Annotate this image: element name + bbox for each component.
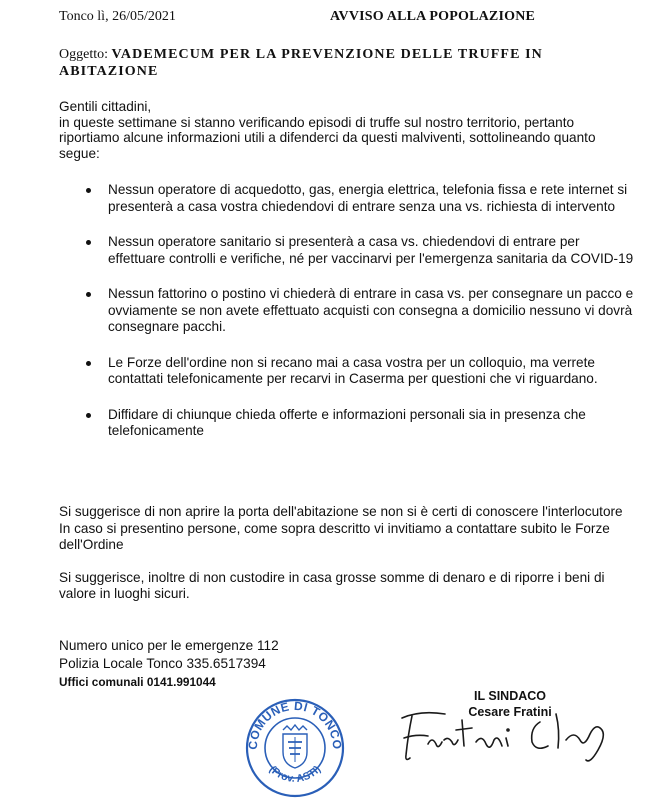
bullet-item: Nessun operatore di acquedotto, gas, energia elettrica, telefonia fissa e rete internet si presenterà a casa vostra chiedendovi di entrare senza una vs. richiesta di intervento — [86, 182, 634, 215]
subject-line — [59, 46, 589, 80]
offices-number: Uffici comunali 0141.991044 — [59, 675, 216, 689]
contacts — [59, 637, 279, 691]
greeting: Gentili cittadini, — [59, 99, 152, 114]
mayor-title: IL SINDACO — [474, 689, 546, 703]
stamp-bottom-text: (Prov. ASTI) — [266, 763, 324, 785]
police-number: Polizia Locale Tonco 335.6517394 — [59, 656, 266, 671]
place-date: Tonco lì, 26/05/2021 — [59, 9, 176, 24]
advice-paragraphs — [59, 504, 639, 619]
signature — [390, 700, 620, 770]
bullet-item: Nessun operatore sanitario si presenterà a casa vs. chiedendovi di entrare per effettuare controlli e verifiche, né per vaccinarvi per l'emergenza sanitaria da COVID-19 — [86, 234, 634, 267]
bullet-dot-icon — [86, 413, 91, 418]
intro-body: in queste settimane si stanno verificando episodi di truffe sul nostro territorio, pertanto riportiamo alcune informazioni utili a difenderci da questi malviventi, sottolineando quanto segue: — [59, 114, 596, 161]
bullet-dot-icon — [86, 292, 91, 297]
svg-text:(Prov. ASTI) — [267, 764, 324, 785]
coat-of-arms-icon — [283, 725, 307, 768]
paragraph: Si suggerisce di non aprire la porta dell'abitazione se non si è certi di conoscere l'interlocutore — [59, 504, 623, 519]
notice-title: AVVISO ALLA POPOLAZIONE — [330, 9, 536, 24]
bullet-item: Le Forze dell'ordine non si recano mai a casa vostra per un colloquio, ma verrete contattati telefonicamente per recarvi in Caserma per questioni che vi riguardano. — [86, 355, 634, 388]
bullet-item: Diffidare di chiunque chieda offerte e informazioni personali sia in presenza che telefonicamente — [86, 407, 634, 440]
mayor-name: Cesare Fratini — [468, 705, 552, 719]
municipal-stamp — [240, 690, 350, 800]
subject-text: VADEMECUM PER LA PREVENZIONE DELLE TRUFFE IN ABITAZIONE — [59, 47, 543, 79]
bullet-list — [86, 182, 634, 459]
bullet-item: Nessun fattorino o postino vi chiederà di entrare in casa vs. per consegnare un pacco e ovviamente se non avete effettuato acquisti con consegna a domicilio nessuno vi dovrà consegnare pacchi. — [86, 286, 634, 336]
emergency-number: Numero unico per le emergenze 112 — [59, 638, 279, 653]
bullet-dot-icon — [86, 361, 91, 366]
stamp-top-text: COMUNE DI TONCO — [245, 698, 345, 751]
intro — [59, 99, 619, 161]
paragraph: In caso si presentino persone, come sopra descritto vi invitiamo a contattare subito le Forze dell'Ordine — [59, 520, 610, 552]
paragraph: Si suggerisce, inoltre di non custodire in casa grosse somme di denaro e di riporre i beni di valore in luoghi sicuri. — [59, 569, 605, 601]
subject-label: Oggetto: — [59, 47, 108, 62]
bullet-dot-icon — [86, 240, 91, 245]
bullet-dot-icon — [86, 188, 91, 193]
